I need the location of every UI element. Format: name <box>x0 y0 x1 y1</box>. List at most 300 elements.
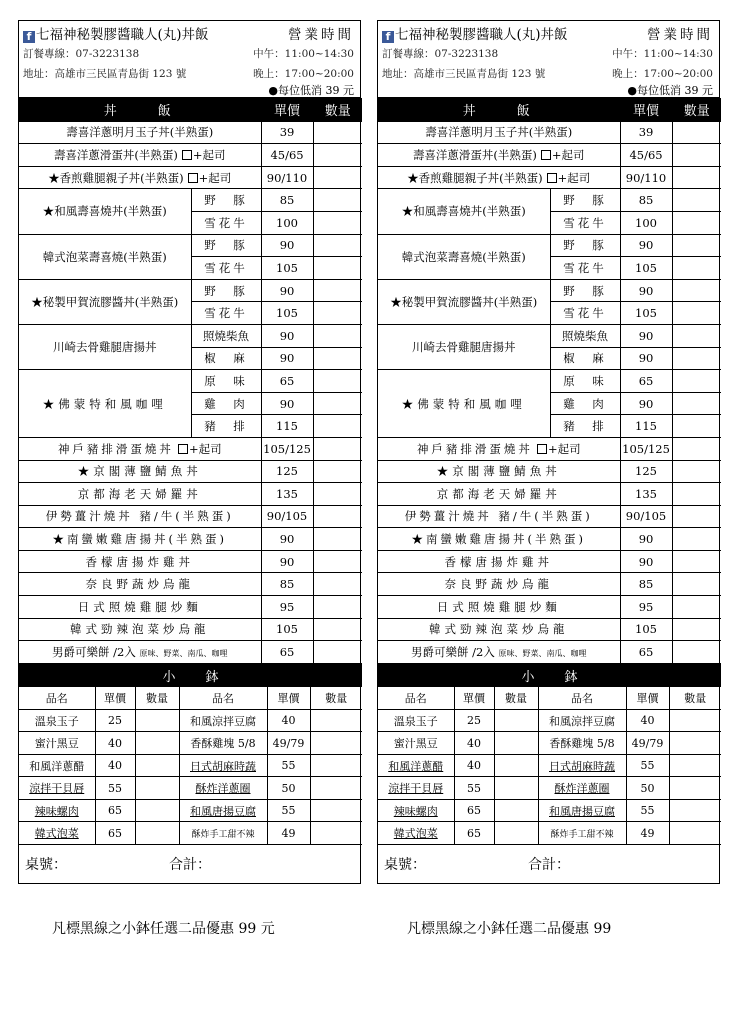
menu-row <box>19 144 362 167</box>
shop-name: 七福神秘製膠醬職人(丸)丼飯 <box>395 27 568 43</box>
order-footer <box>378 845 719 883</box>
qty-cell[interactable] <box>672 189 721 212</box>
item-variant: 原 味 <box>550 370 620 393</box>
menu-row <box>378 370 721 393</box>
item-price: 90 <box>620 347 672 370</box>
item-name: ★和風壽喜燒丼(半熟蛋) <box>19 189 191 234</box>
table-number-label[interactable]: 桌號： <box>25 857 67 873</box>
qty-cell[interactable] <box>313 166 362 189</box>
menu-row <box>19 618 362 641</box>
item-name: 韓式勁辣泡菜炒烏龍 <box>19 618 261 641</box>
item-name: 伊勢薑汁燒丼 豬/牛(半熟蛋) <box>378 505 620 528</box>
qty-cell[interactable] <box>313 257 362 280</box>
item-name: ★和風壽喜燒丼(半熟蛋) <box>378 189 550 234</box>
side-price: 40 <box>626 709 669 732</box>
side-name: 蜜汁黑豆 <box>378 732 454 755</box>
item-price: 105 <box>261 257 313 280</box>
menu-row <box>19 550 362 573</box>
menu-row <box>378 121 721 144</box>
side-price: 55 <box>626 754 669 777</box>
section-title-sides: 小鉢 <box>19 664 362 687</box>
shop-title <box>382 23 568 43</box>
qty-cell[interactable] <box>672 121 721 144</box>
side-price: 50 <box>626 777 669 800</box>
item-price: 105/125 <box>620 437 672 460</box>
item-price: 65 <box>261 370 313 393</box>
item-name: 川崎去骨雞腿唐揚丼 <box>378 324 550 369</box>
sides-row <box>19 822 362 845</box>
item-price: 65 <box>620 370 672 393</box>
item-name: ★佛蒙特和風咖哩 <box>19 370 191 438</box>
col-qty: 數量 <box>313 99 362 122</box>
cheese-checkbox[interactable] <box>547 173 557 183</box>
menu-row <box>19 573 362 596</box>
menu-row <box>19 483 362 506</box>
sides-row <box>378 732 721 755</box>
qty-cell[interactable] <box>672 257 721 280</box>
item-price: 45/65 <box>261 144 313 167</box>
qty-cell[interactable] <box>672 279 721 302</box>
qty-cell[interactable] <box>672 324 721 347</box>
item-name: 京都海老天婦羅丼 <box>19 483 261 506</box>
qty-cell[interactable] <box>669 822 721 845</box>
item-variant: 野 豚 <box>550 234 620 257</box>
qty-cell[interactable] <box>313 483 362 506</box>
qty-cell[interactable] <box>313 641 362 664</box>
option-label: +起司 <box>188 441 222 456</box>
qty-cell[interactable] <box>494 732 538 755</box>
col-qty: 數量 <box>494 687 538 710</box>
phone: 訂餐專線：07-3223138 <box>382 48 499 60</box>
qty-cell[interactable] <box>672 347 721 370</box>
item-name: ★秘製甲賀流膠醬丼(半熟蛋) <box>19 279 191 324</box>
menu-row <box>378 460 721 483</box>
qty-cell[interactable] <box>672 437 721 460</box>
item-price: 90 <box>620 528 672 551</box>
item-name: 壽喜洋蔥明月玉子丼(半熟蛋) <box>19 121 261 144</box>
phone: 訂餐專線：07-3223138 <box>23 48 140 60</box>
side-price: 40 <box>454 732 494 755</box>
item-price: 95 <box>620 596 672 619</box>
item-name: 香檬唐揚炸雞丼 <box>19 550 261 573</box>
item-name: ★香煎雞腿親子丼(半熟蛋) <box>407 170 543 185</box>
side-name: 和風洋蔥醋 <box>378 754 454 777</box>
side-name: 辣味螺肉 <box>378 799 454 822</box>
menu-sheet-right <box>377 20 720 884</box>
item-price: 90 <box>261 550 313 573</box>
menu-row <box>19 460 362 483</box>
qty-cell[interactable] <box>669 732 721 755</box>
side-price: 50 <box>267 777 310 800</box>
side-name: 日式胡麻時蔬 <box>538 754 626 777</box>
evening-hours: 晚上：17:00~20:00 <box>253 68 354 80</box>
item-name: 川崎去骨雞腿唐揚丼 <box>19 324 191 369</box>
total-label[interactable]: 合計： <box>169 857 211 873</box>
qty-cell[interactable] <box>313 324 362 347</box>
qty-cell[interactable] <box>672 618 721 641</box>
qty-cell[interactable] <box>494 777 538 800</box>
item-name: 神戶豬排滑蛋燒丼 <box>416 441 533 456</box>
qty-cell[interactable] <box>672 596 721 619</box>
item-price: 90/105 <box>620 505 672 528</box>
cheese-checkbox[interactable] <box>178 444 188 454</box>
sides-row <box>378 709 721 732</box>
item-price: 100 <box>620 211 672 234</box>
sides-row <box>19 754 362 777</box>
side-name: 和風唐揚豆腐 <box>538 799 626 822</box>
menu-row <box>19 596 362 619</box>
item-price: 90/105 <box>261 505 313 528</box>
side-name: 和風洋蔥醋 <box>19 754 95 777</box>
item-name: 伊勢薑汁燒丼 豬/牛(半熟蛋) <box>19 505 261 528</box>
qty-cell[interactable] <box>135 822 179 845</box>
menu-row <box>378 324 721 347</box>
qty-cell[interactable] <box>310 709 362 732</box>
side-price: 49/79 <box>626 732 669 755</box>
side-name: 韓式泡菜 <box>378 822 454 845</box>
side-name: 和風唐揚豆腐 <box>179 799 267 822</box>
item-price: 90/110 <box>261 166 313 189</box>
qty-cell[interactable] <box>313 234 362 257</box>
qty-cell[interactable] <box>313 370 362 393</box>
qty-cell[interactable] <box>672 234 721 257</box>
qty-cell[interactable] <box>313 573 362 596</box>
col-qty: 數量 <box>672 99 721 122</box>
qty-cell[interactable] <box>494 822 538 845</box>
qty-cell[interactable] <box>672 144 721 167</box>
item-name-cell <box>378 641 620 664</box>
menu-row <box>378 528 721 551</box>
item-name: 韓式泡菜壽喜燒(半熟蛋) <box>378 234 550 279</box>
side-price: 40 <box>95 732 135 755</box>
menu-row <box>19 505 362 528</box>
menu-sheet-left <box>18 20 361 884</box>
address: 地址：高雄市三民區青島街 123 號 <box>382 68 546 80</box>
shop-title <box>23 23 209 43</box>
promo-note-left: 凡標黑線之小鉢任選二品優惠 99 元 <box>52 921 275 937</box>
side-price: 49 <box>626 822 669 845</box>
qty-cell[interactable] <box>135 754 179 777</box>
menu-row <box>19 189 362 212</box>
item-name-cell <box>19 437 261 460</box>
menu-row <box>378 483 721 506</box>
qty-cell[interactable] <box>672 573 721 596</box>
menu-header <box>378 21 719 98</box>
item-name: 壽喜洋蔥滑蛋丼(半熟蛋) <box>53 147 178 162</box>
side-price: 65 <box>95 799 135 822</box>
qty-cell[interactable] <box>310 754 362 777</box>
item-name: ★秘製甲賀流膠醬丼(半熟蛋) <box>378 279 550 324</box>
item-name: 韓式勁辣泡菜炒烏龍 <box>378 618 620 641</box>
item-price: 39 <box>261 121 313 144</box>
col-price: 單價 <box>267 687 310 710</box>
item-variant: 雪花牛 <box>191 257 261 280</box>
item-variant: 野 豚 <box>550 279 620 302</box>
qty-cell[interactable] <box>310 799 362 822</box>
section-title-bowls: 丼 飯 <box>19 99 261 122</box>
qty-cell[interactable] <box>313 211 362 234</box>
qty-cell[interactable] <box>135 799 179 822</box>
qty-cell[interactable] <box>313 528 362 551</box>
address: 地址：高雄市三民區青島街 123 號 <box>23 68 187 80</box>
item-variant: 雞 肉 <box>191 392 261 415</box>
item-name: 男爵可樂餅 /2入 <box>52 645 136 660</box>
menu-row <box>19 370 362 393</box>
sides-table <box>378 664 721 845</box>
side-price: 55 <box>454 777 494 800</box>
item-name: 日式照燒雞腿炒麵 <box>19 596 261 619</box>
qty-cell[interactable] <box>672 211 721 234</box>
item-name-cell <box>378 144 620 167</box>
item-variant: 雪花牛 <box>191 211 261 234</box>
item-price: 39 <box>620 121 672 144</box>
qty-cell[interactable] <box>135 732 179 755</box>
side-price: 55 <box>267 754 310 777</box>
side-price: 40 <box>454 754 494 777</box>
option-label: +起司 <box>547 441 581 456</box>
qty-cell[interactable] <box>313 550 362 573</box>
item-variant: 椒 麻 <box>550 347 620 370</box>
item-price: 105 <box>620 257 672 280</box>
order-footer <box>19 845 360 883</box>
item-price: 85 <box>261 573 313 596</box>
menu-header <box>19 21 360 98</box>
col-price: 單價 <box>620 99 672 122</box>
item-price: 85 <box>620 573 672 596</box>
sides-row <box>19 777 362 800</box>
menu-row <box>19 528 362 551</box>
side-name: 溫泉玉子 <box>19 709 95 732</box>
side-name: 和風涼拌豆腐 <box>538 709 626 732</box>
item-price: 90/110 <box>620 166 672 189</box>
total-label[interactable]: 合計： <box>528 857 570 873</box>
item-name-cell <box>378 166 620 189</box>
item-price: 90 <box>261 234 313 257</box>
qty-cell[interactable] <box>310 822 362 845</box>
item-name: 壽喜洋蔥明月玉子丼(半熟蛋) <box>378 121 620 144</box>
sides-header-row <box>378 687 721 710</box>
item-price: 90 <box>261 279 313 302</box>
qty-cell[interactable] <box>672 460 721 483</box>
qty-cell[interactable] <box>313 618 362 641</box>
qty-cell[interactable] <box>672 483 721 506</box>
item-name: ★南蠻嫩雞唐揚丼(半熟蛋) <box>19 528 261 551</box>
item-name: 奈良野蔬炒烏龍 <box>19 573 261 596</box>
item-price: 135 <box>261 483 313 506</box>
menu-row <box>378 505 721 528</box>
qty-cell[interactable] <box>672 302 721 325</box>
qty-cell[interactable] <box>313 189 362 212</box>
item-price: 90 <box>620 279 672 302</box>
side-name: 香酥雞塊 5/8 <box>179 732 267 755</box>
item-variant: 野 豚 <box>191 189 261 212</box>
side-name: 涼拌干貝唇 <box>19 777 95 800</box>
qty-cell[interactable] <box>669 777 721 800</box>
cheese-checkbox[interactable] <box>188 173 198 183</box>
item-name: ★香煎雞腿親子丼(半熟蛋) <box>48 170 184 185</box>
side-name: 蜜汁黑豆 <box>19 732 95 755</box>
col-name: 品名 <box>19 687 95 710</box>
item-name: ★南蠻嫩雞唐揚丼(半熟蛋) <box>378 528 620 551</box>
side-price: 55 <box>626 799 669 822</box>
item-variant: 豬 排 <box>191 415 261 438</box>
item-variant: 豬 排 <box>550 415 620 438</box>
menu-row <box>378 144 721 167</box>
item-price: 125 <box>261 460 313 483</box>
side-price: 65 <box>95 822 135 845</box>
menu-row <box>19 166 362 189</box>
item-variant: 雪花牛 <box>191 302 261 325</box>
qty-cell[interactable] <box>672 415 721 438</box>
qty-cell[interactable] <box>672 505 721 528</box>
qty-cell[interactable] <box>313 596 362 619</box>
side-name: 香酥雞塊 5/8 <box>538 732 626 755</box>
qty-cell[interactable] <box>313 347 362 370</box>
qty-cell[interactable] <box>672 392 721 415</box>
min-charge: ●每位低消 39 元 <box>627 84 713 97</box>
item-name-cell <box>19 144 261 167</box>
side-price: 65 <box>454 799 494 822</box>
side-price: 55 <box>267 799 310 822</box>
qty-cell[interactable] <box>313 144 362 167</box>
qty-cell[interactable] <box>313 415 362 438</box>
qty-cell[interactable] <box>313 460 362 483</box>
item-price: 100 <box>261 211 313 234</box>
sides-row <box>19 709 362 732</box>
item-price: 45/65 <box>620 144 672 167</box>
qty-cell[interactable] <box>310 777 362 800</box>
table-number-label[interactable]: 桌號： <box>384 857 426 873</box>
item-variant: 雪花牛 <box>550 257 620 280</box>
item-variant: 照燒柴魚 <box>550 324 620 347</box>
item-price: 90 <box>620 234 672 257</box>
qty-cell[interactable] <box>135 777 179 800</box>
qty-cell[interactable] <box>672 528 721 551</box>
sides-row <box>378 754 721 777</box>
cheese-checkbox[interactable] <box>541 150 551 160</box>
side-price: 40 <box>267 709 310 732</box>
qty-cell[interactable] <box>313 279 362 302</box>
qty-cell[interactable] <box>313 302 362 325</box>
menu-row <box>19 324 362 347</box>
item-price: 65 <box>620 641 672 664</box>
qty-cell[interactable] <box>669 754 721 777</box>
col-price: 單價 <box>454 687 494 710</box>
cheese-checkbox[interactable] <box>537 444 547 454</box>
qty-cell[interactable] <box>313 505 362 528</box>
qty-cell[interactable] <box>494 709 538 732</box>
item-name: ★京閣薄鹽鯖魚丼 <box>378 460 620 483</box>
side-name: 酥炸洋蔥圈 <box>179 777 267 800</box>
item-price: 90 <box>261 324 313 347</box>
item-variant: 椒 麻 <box>191 347 261 370</box>
qty-cell[interactable] <box>313 392 362 415</box>
side-name: 韓式泡菜 <box>19 822 95 845</box>
side-name: 日式胡麻時蔬 <box>179 754 267 777</box>
sides-row <box>378 777 721 800</box>
item-name: 香檬唐揚炸雞丼 <box>378 550 620 573</box>
side-price: 25 <box>95 709 135 732</box>
side-name: 酥炸手工甜不辣 <box>538 822 626 845</box>
noon-hours: 中午：11:00~14:30 <box>253 48 354 60</box>
side-name: 溫泉玉子 <box>378 709 454 732</box>
qty-cell[interactable] <box>313 121 362 144</box>
item-price: 95 <box>261 596 313 619</box>
item-variant: 野 豚 <box>550 189 620 212</box>
qty-cell[interactable] <box>494 754 538 777</box>
qty-cell[interactable] <box>494 799 538 822</box>
hours-title: 營業時間 <box>647 27 713 43</box>
item-price: 115 <box>261 415 313 438</box>
option-label: +起司 <box>192 147 226 162</box>
qty-cell[interactable] <box>672 550 721 573</box>
menu-row <box>378 573 721 596</box>
col-name: 品名 <box>538 687 626 710</box>
facebook-icon: f <box>23 31 35 43</box>
side-name: 酥炸洋蔥圈 <box>538 777 626 800</box>
sides-row <box>19 799 362 822</box>
qty-cell[interactable] <box>669 799 721 822</box>
side-price: 40 <box>95 754 135 777</box>
option-label: +起司 <box>198 170 232 185</box>
item-price: 90 <box>261 528 313 551</box>
item-name: 日式照燒雞腿炒麵 <box>378 596 620 619</box>
qty-cell[interactable] <box>313 437 362 460</box>
qty-cell[interactable] <box>672 166 721 189</box>
item-price: 135 <box>620 483 672 506</box>
item-name-cell <box>19 166 261 189</box>
item-price: 85 <box>261 189 313 212</box>
bowls-table <box>19 98 362 664</box>
item-name: 奈良野蔬炒烏龍 <box>378 573 620 596</box>
menu-row <box>378 641 721 664</box>
item-price: 90 <box>620 392 672 415</box>
qty-cell[interactable] <box>672 641 721 664</box>
menu-row <box>378 550 721 573</box>
qty-cell[interactable] <box>672 370 721 393</box>
item-note: 原味、野菜、南瓜、咖哩 <box>139 649 228 659</box>
item-price: 125 <box>620 460 672 483</box>
item-name-cell <box>378 437 620 460</box>
qty-cell[interactable] <box>310 732 362 755</box>
item-variant: 雪花牛 <box>550 211 620 234</box>
item-variant: 野 豚 <box>191 234 261 257</box>
item-name: 京都海老天婦羅丼 <box>378 483 620 506</box>
menu-row <box>19 641 362 664</box>
item-name: 壽喜洋蔥滑蛋丼(半熟蛋) <box>412 147 537 162</box>
qty-cell[interactable] <box>135 709 179 732</box>
sides-row <box>19 732 362 755</box>
sides-row <box>378 822 721 845</box>
item-name: 韓式泡菜壽喜燒(半熟蛋) <box>19 234 191 279</box>
promo-note-right: 凡標黑線之小鉢任選二品優惠 99 <box>407 921 612 937</box>
col-qty: 數量 <box>135 687 179 710</box>
item-variant: 雞 肉 <box>550 392 620 415</box>
cheese-checkbox[interactable] <box>182 150 192 160</box>
col-name: 品名 <box>179 687 267 710</box>
menu-row <box>19 234 362 257</box>
item-name: 神戶豬排滑蛋燒丼 <box>57 441 174 456</box>
item-price: 85 <box>620 189 672 212</box>
side-name: 酥炸手工甜不辣 <box>179 822 267 845</box>
col-price: 單價 <box>95 687 135 710</box>
menu-row <box>378 279 721 302</box>
item-price: 105 <box>261 302 313 325</box>
col-price: 單價 <box>261 99 313 122</box>
menu-row <box>19 279 362 302</box>
col-qty: 數量 <box>310 687 362 710</box>
qty-cell[interactable] <box>669 709 721 732</box>
